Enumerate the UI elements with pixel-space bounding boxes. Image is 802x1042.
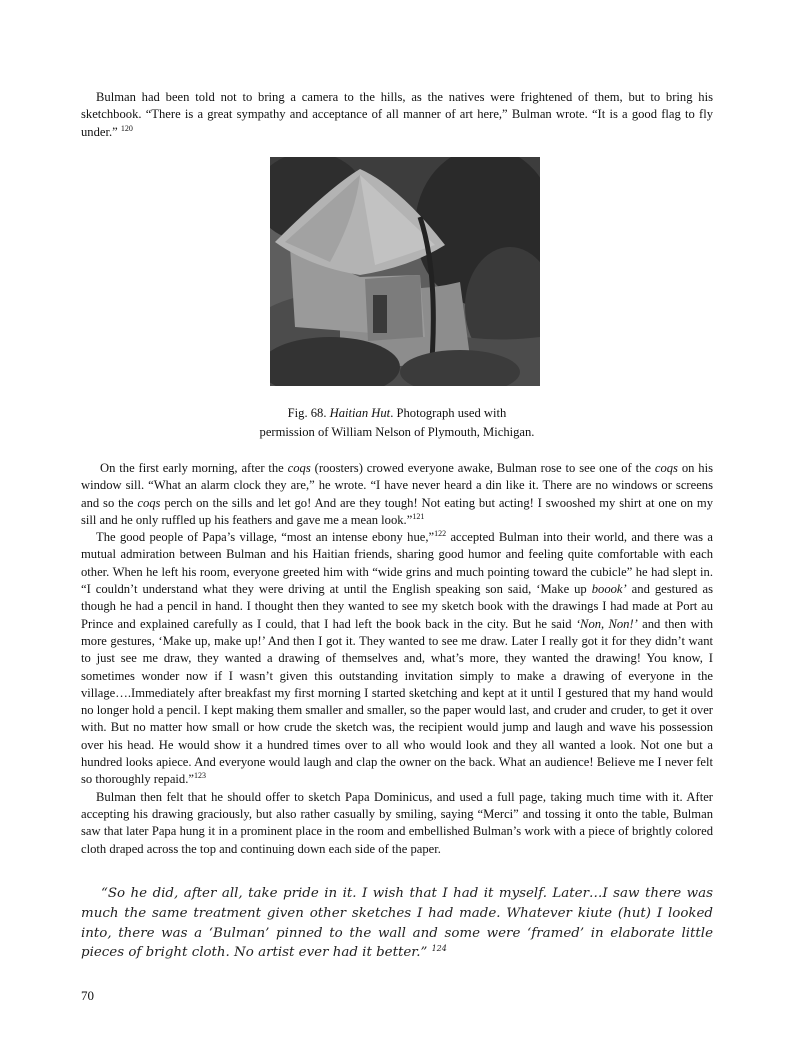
paragraph-village: The good people of Papa’s village, “most an intense ebony hue,”$^{122}$ accepted Bulman into their world, and there was a mutual admiration between Bulman and his Haitian friends, sharing good humor and feeling quite comfortable with each other. When he left his room, everyone greeted him with “wide grins and much pointing toward the cubicle” he had slept in. “I couldn’t understand what they were driving at until the English speaking son said, ‘Make up boook’ and gestured as though he had a pencil in hand. I thought then they wanted to see my sketch book with the drawings I had made at Port au Prince and explained carefully as I could, that I had left the book back in the city. But he said ‘Non, Non!’ and then with more gestures, ‘Make up, make up!’ And then I got it. They wanted to see me draw. Later I really got it for they didn’t want to just see me draw, they wanted a drawing of themselves and, what’s more, they wanted the drawing! You know, I sometimes wonder now if I wasn’t given this outstanding invitation simply to make a drawing of everyone in the village….Immediately after breakfast my first morning I started sketching and kept at it until I gestured that my hand would no longer hold a pencil. I kept making them smaller and smaller, so the paper would last, and cruder and cruder, to get it over with. But no matter how small or how crude the sketch was, the recipient would jump and laugh and wave his possession over his head. He would show it a hundred times over to all who would look and they all wanted a look. Not one but a hundred looks apiece. And everyone would laugh and clap the owner on the back. What an audience! Believe me I never felt so thoroughly repaid.”$^{123}$	[81, 529, 714, 787]
paragraph-text: Bulman had been told not to bring a camera to the hills, as the natives were frightened of them, but to bring his sketchbook. “There is a great sympathy and acceptance of all manner of art here,” Bulman wrote. “It is a good flag to fly under.”	[81, 90, 713, 139]
figure-caption: Fig. 68. Haitian Hut. Photograph used with permission of William Nelson of Plymouth, Michigan.	[259, 406, 535, 439]
footnote-ref-122: 122	[434, 529, 447, 539]
paragraph-camera	[81, 89, 713, 141]
paragraph-coqs: On the first early morning, after the coqs (roosters) crowed everyone awake, Bulman rose to see one of the coqs on his window sill. “What an alarm clock they are,” he wrote. “I have never heard a din like it. There are no windows or screens and so the coqs perch on the sills and let go! And are they tough! Not eating but acting! I swooshed my shirt at one on my sill and he only ruffled up his feathers and gave me a mean look.”$^{121}$	[81, 461, 713, 527]
body-text	[81, 460, 713, 858]
footnote-ref-120: 120	[120, 123, 133, 133]
page-number: 70	[81, 988, 94, 1003]
footnote-ref-124: 124	[431, 944, 447, 954]
footnote-ref-123: 123	[193, 771, 206, 781]
block-quote: “So he did, after all, take pride in it. I wish that I had it myself. Later…I saw there was much the same treatment given other sketches I had made. Whatever kiute (hut) I looked into, there was a ‘Bulman’ pinned to the wall and some were ‘framed’ in elaborate little pieces of bright cloth. No artist ever had it better.” $^{124}$	[81, 886, 713, 961]
footnote-ref-121: 121	[412, 511, 425, 521]
paragraph-papa-dominicus: Bulman then felt that he should offer to sketch Papa Dominicus, and used a full page, taking much time with it. After accepting his drawing graciously, but also rather casually by smiling, saying “Merci” and tossing it onto the table, Bulman saw that later Papa hung it in a prominent place in the room and embellished Bulman’s work with a piece of brightly colored cloth draped across the top and continuing down each side of the paper.	[81, 789, 713, 856]
haitian-hut-photo	[270, 157, 540, 386]
figure-title: Haitian Hut	[329, 406, 391, 420]
